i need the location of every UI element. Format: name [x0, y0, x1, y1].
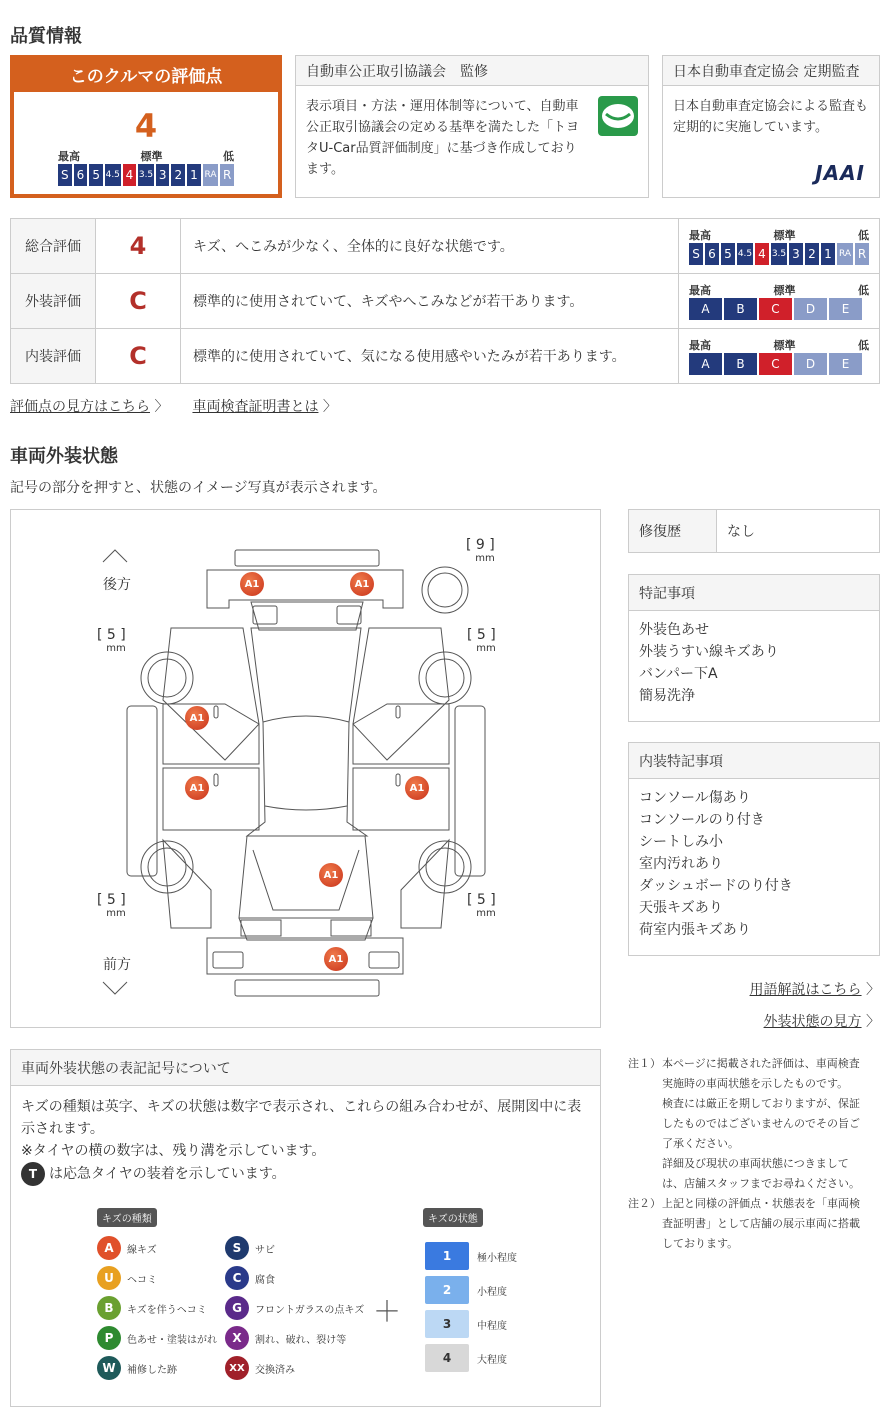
damage-type-icon: G — [225, 1296, 249, 1320]
damage-type-label: サビ — [255, 1244, 275, 1256]
scale-label: 最高 — [689, 229, 711, 242]
scale-cell: RA — [203, 164, 219, 186]
grade-links — [10, 396, 337, 416]
legend-box — [10, 1049, 601, 1407]
grade-row — [11, 274, 880, 329]
list-item: ダッシュボードのり付き — [639, 878, 793, 894]
damage-type-icon: B — [97, 1296, 121, 1320]
scale-cell: R — [220, 164, 234, 186]
scale-cell: A — [689, 353, 722, 375]
grade-label: 総合評価 — [11, 219, 96, 274]
special-notes — [628, 574, 880, 722]
interior-notes-list — [629, 779, 879, 949]
tread-rear-right — [466, 538, 495, 566]
grade-scale — [679, 219, 880, 274]
damage-level-box: 4 — [425, 1344, 469, 1372]
scale-cell: B — [724, 298, 757, 320]
state-title: キズの状態 — [423, 1208, 483, 1227]
scale-cell: 3.5 — [771, 243, 787, 265]
scale-cell: 4 — [755, 243, 769, 265]
scale-cell: D — [794, 298, 827, 320]
note-line: 本ページに掲載された評価は、車両検査 — [662, 1057, 860, 1070]
note-line: 検査には厳正を期しておりますが、保証 — [662, 1097, 860, 1110]
scale-high-label: 最高 — [58, 150, 80, 163]
damage-type-label: フロントガラスの点キズ — [255, 1304, 365, 1316]
damage-type-icon: S — [225, 1236, 249, 1260]
damage-level-item — [425, 1242, 517, 1270]
tread-unit: mm — [476, 908, 496, 919]
scale-cell: 4 — [123, 164, 137, 186]
grade-scale — [679, 274, 880, 329]
list-item: 簡易洗浄 — [639, 688, 695, 704]
damage-type-item — [97, 1326, 217, 1350]
scale-label: 低 — [858, 339, 869, 352]
note-line: 詳細及び現状の車両状態につきまして — [662, 1157, 849, 1170]
damage-type-label: 交換済み — [255, 1364, 295, 1376]
legend-line1: キズの種類は英字、キズの状態は数字で表示され、これらの組み合わせが、展開図中に表示されます。 — [21, 1099, 582, 1137]
note-line: 査証明書」として店舗の展示車両に搭載 — [662, 1217, 860, 1230]
grade-label: 外装評価 — [11, 274, 96, 329]
legend-line2: ※タイヤの横の数字は、残り溝を示しています。 — [21, 1143, 326, 1159]
jaai-box — [662, 55, 880, 198]
grade-value: C — [96, 329, 181, 384]
list-item: コンソール傷あり — [639, 790, 751, 806]
front-label: 前方 — [103, 957, 131, 973]
note-line: したものではございませんのでその旨ご — [662, 1117, 860, 1130]
grade-value: C — [96, 274, 181, 329]
grade-desc: キズ、へこみが少なく、全体的に良好な状態です。 — [181, 219, 679, 274]
score-scale — [58, 164, 234, 186]
scale-cell: 2 — [171, 164, 185, 186]
scale-std-label: 標準 — [140, 150, 163, 163]
glossary-link[interactable]: 用語解説はこちら — [749, 982, 862, 998]
tread-rear-left — [97, 628, 126, 656]
types-left — [97, 1236, 217, 1380]
damage-type-label: 腐食 — [255, 1274, 275, 1286]
legend-title: 車両外装状態の表記記号について — [11, 1050, 600, 1086]
damage-type-label: 線キズ — [127, 1244, 157, 1256]
tread-front-left — [97, 893, 126, 921]
scale-label: 標準 — [773, 339, 796, 352]
repair-value: なし — [727, 524, 755, 540]
damage-level-label: 大程度 — [477, 1354, 507, 1366]
damage-level-item — [425, 1276, 517, 1304]
repair-label: 修復歴 — [629, 510, 717, 552]
scale-cell: 3 — [156, 164, 170, 186]
damage-marker[interactable]: A1 — [185, 706, 209, 730]
damage-level-label: 中程度 — [477, 1320, 507, 1332]
grade-desc: 標準的に使用されていて、気になる使用感やいたみが若干あります。 — [181, 329, 679, 384]
damage-type-item — [97, 1356, 217, 1380]
chevron-right-icon: 〉 — [322, 399, 337, 415]
scale-cell: C — [759, 298, 792, 320]
council-logo-icon — [598, 96, 638, 136]
damage-marker[interactable]: A1 — [185, 776, 209, 800]
damage-type-label: 補修した跡 — [127, 1364, 177, 1376]
note-line: 了承ください。 — [662, 1137, 739, 1150]
tread-value: [ 5 ] — [467, 627, 496, 643]
score-box-title: このクルマの評価点 — [69, 66, 223, 87]
score-howto-link[interactable]: 評価点の見方はこちら — [10, 399, 150, 415]
list-item: バンパー下A — [639, 666, 718, 682]
tread-unit: mm — [475, 553, 495, 564]
council-text: 表示項目・方法・運用体制等について、自動車公正取引協議会の定める基準を満たした「トヨタU-Car品質評価制度」に基づき作成しております。 — [306, 99, 580, 177]
notes — [628, 1054, 880, 1254]
type-title-tag — [97, 1208, 157, 1227]
council-title: 自動車公正取引協議会 監修 — [296, 56, 648, 86]
damage-marker[interactable]: A1 — [324, 947, 348, 971]
tread-unit: mm — [476, 643, 496, 654]
score-value: 4 — [134, 107, 158, 145]
exterior-title: 車両外装状態 — [10, 446, 118, 467]
interior-notes-title: 内装特記事項 — [629, 743, 879, 779]
scale-cell: S — [58, 164, 72, 186]
damage-level-label: 小程度 — [477, 1286, 507, 1298]
note-line: しております。 — [662, 1237, 739, 1250]
tread-rear-right-2 — [467, 628, 496, 656]
exterior-howto-link-wrap — [764, 1011, 880, 1031]
scale-cell: 1 — [187, 164, 201, 186]
damage-type-item — [97, 1236, 217, 1260]
levels — [425, 1242, 517, 1372]
damage-type-label: 割れ、破れ、裂け等 — [255, 1334, 347, 1346]
damage-level-item — [425, 1310, 517, 1338]
damage-type-icon: A — [97, 1236, 121, 1260]
chevron-down-icon — [103, 982, 127, 994]
note-line: 上記と同様の評価点・状態表を「車両検 — [662, 1197, 860, 1210]
damage-type-item — [97, 1296, 217, 1320]
grade-row — [11, 219, 880, 274]
tread-value: [ 5 ] — [467, 892, 496, 908]
special-notes-title: 特記事項 — [629, 575, 879, 611]
scale-cell: C — [759, 353, 792, 375]
jaai-logo: JAAI — [815, 161, 865, 185]
tread-unit: mm — [106, 908, 126, 919]
types-right — [225, 1236, 364, 1380]
tread-unit: mm — [106, 643, 126, 654]
plus-icon: ＋ — [373, 1295, 402, 1328]
scale-cell: 5 — [89, 164, 103, 186]
damage-level-box: 2 — [425, 1276, 469, 1304]
scale-label: 最高 — [689, 339, 711, 352]
scale-cell: 6 — [74, 164, 88, 186]
rear-label: 後方 — [103, 577, 131, 593]
chevron-right-icon: 〉 — [866, 1014, 880, 1030]
tread-value: [ 9 ] — [466, 537, 495, 553]
damage-type-item — [225, 1296, 364, 1320]
damage-type-item — [97, 1266, 217, 1290]
list-item: コンソールのり付き — [639, 812, 765, 828]
tread-value: [ 5 ] — [97, 627, 126, 643]
damage-type-icon: C — [225, 1266, 249, 1290]
repair-history — [628, 509, 880, 553]
list-item: 室内汚れあり — [639, 856, 723, 872]
chevron-right-icon: 〉 — [866, 982, 880, 998]
damage-type-label: 色あせ・塗装はがれ — [127, 1334, 217, 1346]
council-box — [295, 55, 649, 198]
grade-row — [11, 329, 880, 384]
damage-level-item — [425, 1344, 517, 1372]
car-outline-diagram — [11, 510, 600, 1027]
damage-level-label: 極小程度 — [477, 1252, 517, 1264]
damage-level-box: 1 — [425, 1242, 469, 1270]
damage-marker[interactable]: A1 — [350, 572, 374, 596]
scale-cell: 4.5 — [105, 164, 121, 186]
list-item: 外装色あせ — [639, 622, 709, 638]
damage-type-item — [225, 1356, 364, 1380]
exterior-subtitle: 記号の部分を押すと、状態のイメージ写真が表示されます。 — [10, 480, 387, 496]
scale-cell: B — [724, 353, 757, 375]
damage-type-item — [225, 1326, 364, 1350]
damage-marker[interactable]: A1 — [240, 572, 264, 596]
scale-cell: D — [794, 353, 827, 375]
interior-notes — [628, 742, 880, 956]
damage-marker[interactable]: A1 — [405, 776, 429, 800]
scale-cell: E — [829, 353, 862, 375]
tread-value: [ 5 ] — [97, 892, 126, 908]
car-diagram — [10, 509, 601, 1028]
list-item: シートしみ小 — [639, 834, 723, 850]
note2-head: 注２） — [628, 1197, 661, 1210]
exterior-howto-link[interactable]: 外装状態の見方 — [763, 1014, 862, 1030]
scale-low-label: 低 — [223, 150, 234, 163]
damage-type-label: キズを伴うヘコミ — [127, 1304, 207, 1316]
glossary-link-wrap — [750, 979, 880, 999]
grade-desc: 標準的に使用されていて、キズやへこみなどが若干あります。 — [181, 274, 679, 329]
scale-cell: 3 — [789, 243, 803, 265]
damage-marker[interactable]: A1 — [319, 863, 343, 887]
damage-level-box: 3 — [425, 1310, 469, 1338]
scale-label: 標準 — [773, 229, 796, 242]
damage-type-icon: P — [97, 1326, 121, 1350]
list-item: 荷室内張キズあり — [639, 922, 751, 938]
scale-cell: A — [689, 298, 722, 320]
grades-table — [10, 218, 880, 384]
note-line: は、店舗スタッフまでお尋ねください。 — [662, 1177, 860, 1190]
scale-cell: RA — [837, 243, 853, 265]
grade-value: 4 — [96, 219, 181, 274]
grade-scale — [679, 329, 880, 384]
jaai-title: 日本自動車査定協会 定期監査 — [663, 56, 879, 86]
inspection-cert-link[interactable]: 車両検査証明書とは — [192, 399, 319, 415]
scale-cell: E — [829, 298, 862, 320]
special-notes-list — [629, 611, 879, 715]
spare-tire-icon: T — [21, 1162, 45, 1186]
scale-cell: S — [689, 243, 703, 265]
list-item: 天張キズあり — [639, 900, 723, 916]
damage-type-label: ヘコミ — [127, 1274, 157, 1286]
damage-type-icon: U — [97, 1266, 121, 1290]
chevron-right-icon: 〉 — [154, 399, 169, 415]
scale-cell: 3.5 — [138, 164, 154, 186]
scale-cell: 4.5 — [737, 243, 753, 265]
damage-type-item — [225, 1236, 364, 1260]
note-line: 実施時の車両状態を示したものです。 — [662, 1077, 849, 1090]
legend-line3: は応急タイヤの装着を示しています。 — [49, 1166, 286, 1182]
jaai-text: 日本自動車査定協会による監査も定期的に実施しています。 — [673, 99, 869, 135]
state-title-tag — [423, 1208, 483, 1227]
scale-label: 最高 — [689, 284, 711, 297]
scale-header — [58, 148, 234, 164]
quality-title: 品質情報 — [10, 26, 82, 47]
damage-type-icon: X — [225, 1326, 249, 1350]
chevron-up-icon — [103, 550, 127, 562]
scale-label: 低 — [858, 284, 869, 297]
scale-cell: 1 — [821, 243, 835, 265]
note1-head: 注１） — [628, 1057, 661, 1070]
list-item: 外装うすい線キズあり — [639, 644, 779, 660]
scale-label: 標準 — [773, 284, 796, 297]
type-title: キズの種類 — [97, 1208, 157, 1227]
score-box — [10, 55, 282, 198]
scale-cell: 2 — [805, 243, 819, 265]
scale-cell: R — [855, 243, 869, 265]
scale-label: 低 — [858, 229, 869, 242]
scale-cell: 6 — [705, 243, 719, 265]
damage-type-icon: W — [97, 1356, 121, 1380]
damage-type-icon: XX — [225, 1356, 249, 1380]
scale-cell: 5 — [721, 243, 735, 265]
tread-front-right — [467, 893, 496, 921]
grade-label: 内装評価 — [11, 329, 96, 384]
damage-type-item — [225, 1266, 364, 1290]
